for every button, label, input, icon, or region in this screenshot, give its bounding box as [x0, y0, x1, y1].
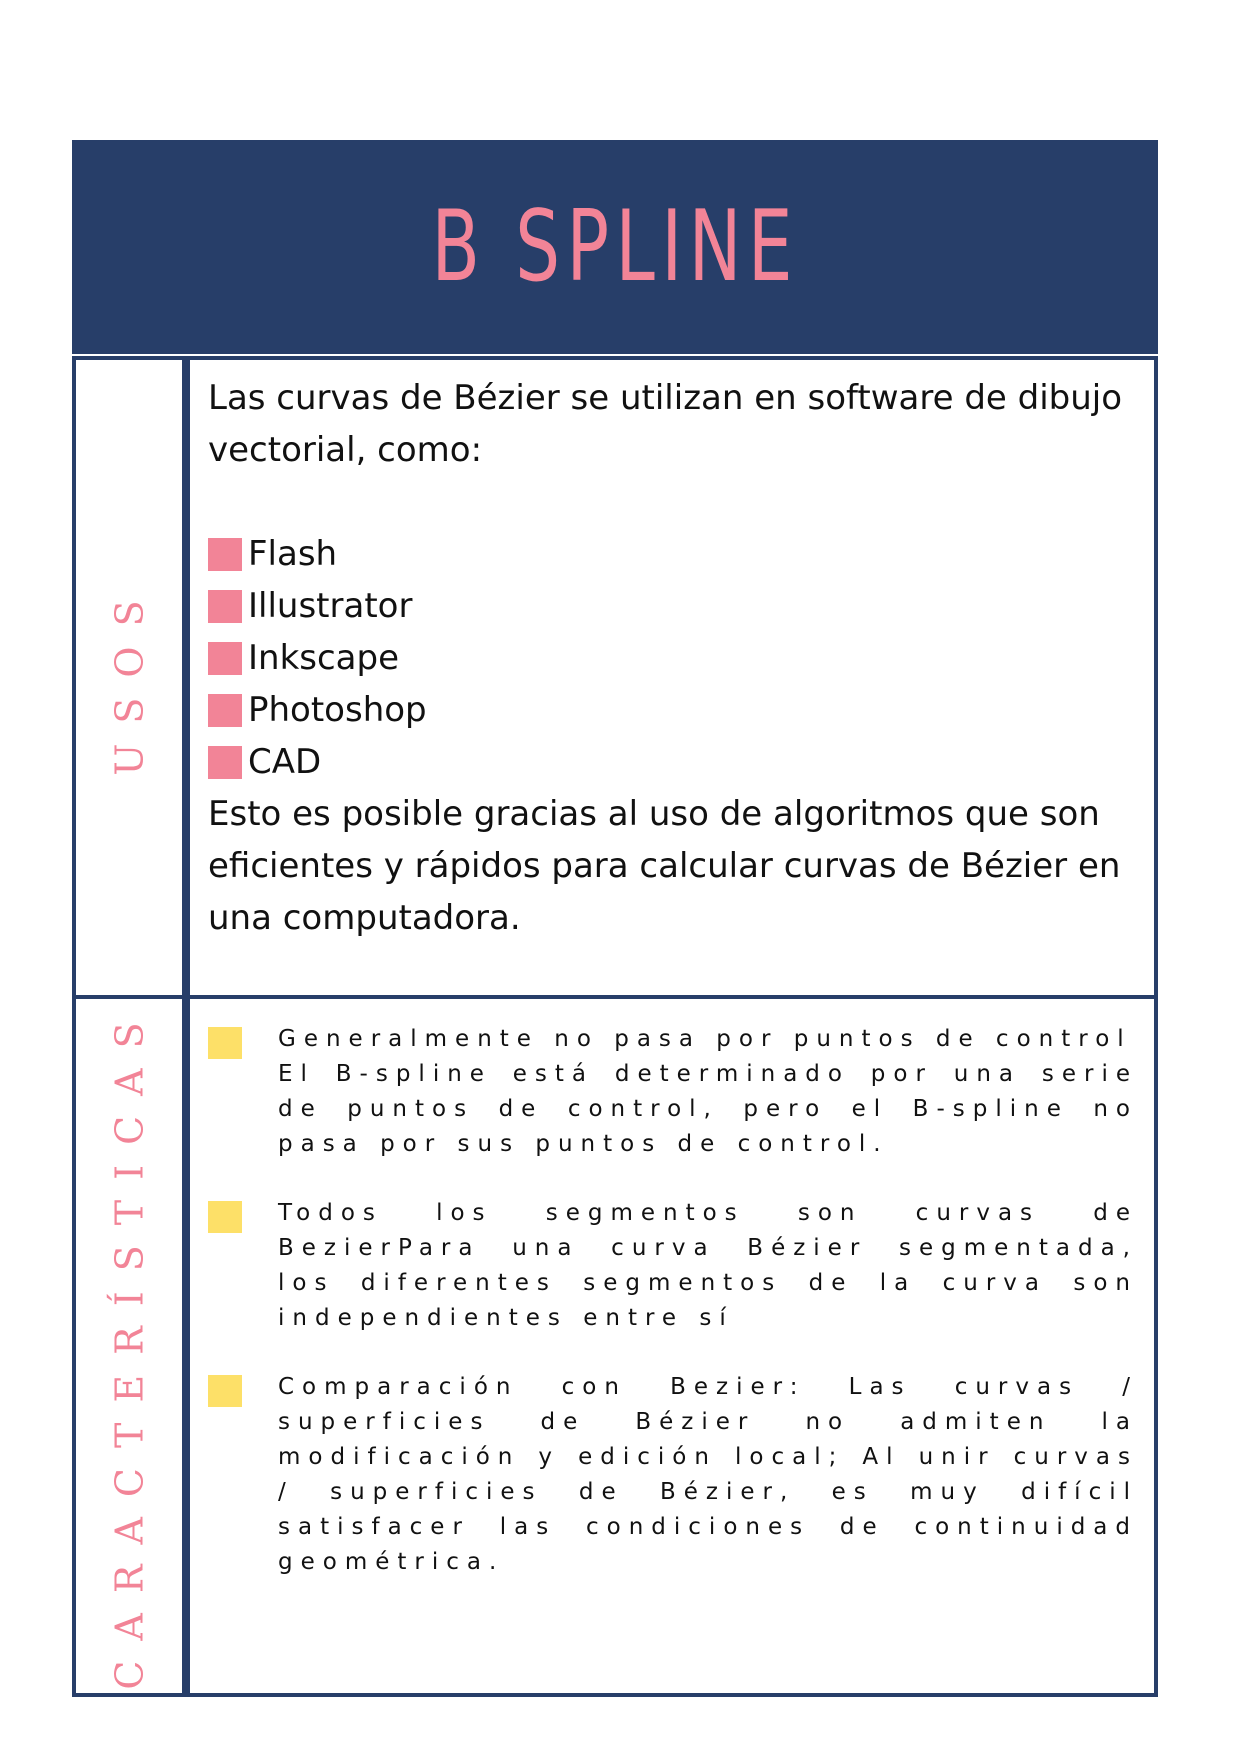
title-banner — [72, 140, 1158, 354]
usos-closing: Esto es posible gracias al uso de algoritmos que son eficientes y rápidos para calcular curvas de Bézier en una computadora. — [208, 794, 1121, 938]
list-item — [208, 580, 1128, 632]
usos-content — [208, 372, 1128, 944]
usos-label-cell — [76, 360, 184, 995]
usos-label: USOS — [108, 579, 152, 776]
feature-item — [208, 1370, 1138, 1580]
feature-heading: Todos los segmentos son curvas de Bezier — [278, 1200, 1138, 1261]
square-bullet-icon — [208, 590, 242, 623]
square-bullet-icon — [208, 642, 242, 675]
square-bullet-icon — [208, 1375, 242, 1407]
feature-description: El B-spline está determinado por una serie de puntos de control, pero el B-spline no pasa por sus puntos de control. — [278, 1061, 1138, 1157]
square-bullet-icon — [208, 1201, 242, 1233]
feature-description: Para una curva Bézier segmentada, los diferentes segmentos de la curva son independientes entre sí — [278, 1235, 1138, 1331]
feature-item — [208, 1196, 1138, 1336]
list-item-label: Photoshop — [248, 690, 427, 730]
square-bullet-icon — [208, 694, 242, 727]
list-item-label: Illustrator — [248, 586, 413, 626]
caracteristicas-label: CARACTERÍSTICAS — [108, 1002, 153, 1690]
list-item — [208, 684, 1128, 736]
feature-heading: Generalmente no pasa por puntos de control — [278, 1026, 1132, 1052]
list-item — [208, 736, 1128, 788]
software-list — [208, 528, 1128, 788]
usos-intro: Las curvas de Bézier se utilizan en software de dibujo vectorial, como: — [208, 378, 1123, 470]
list-item — [208, 528, 1128, 580]
feature-description: Las curvas / superficies de Bézier no admiten la modificación y edición local; Al unir curvas / superficies de Bézier, es muy difícil satisfacer las condiciones de continuidad geométrica. — [278, 1374, 1138, 1575]
feature-item — [208, 1022, 1138, 1162]
square-bullet-icon — [208, 1027, 242, 1059]
caracteristicas-label-cell — [76, 999, 184, 1693]
list-item-label: Inkscape — [248, 638, 400, 678]
list-item — [208, 632, 1128, 684]
square-bullet-icon — [208, 746, 242, 779]
square-bullet-icon — [208, 538, 242, 571]
list-item-label: Flash — [248, 534, 338, 574]
feature-heading: Comparación con Bezier: — [278, 1374, 806, 1400]
caracteristicas-content — [208, 1022, 1138, 1614]
page-title: B SPLINE — [431, 190, 799, 304]
list-item-label: CAD — [248, 742, 322, 782]
